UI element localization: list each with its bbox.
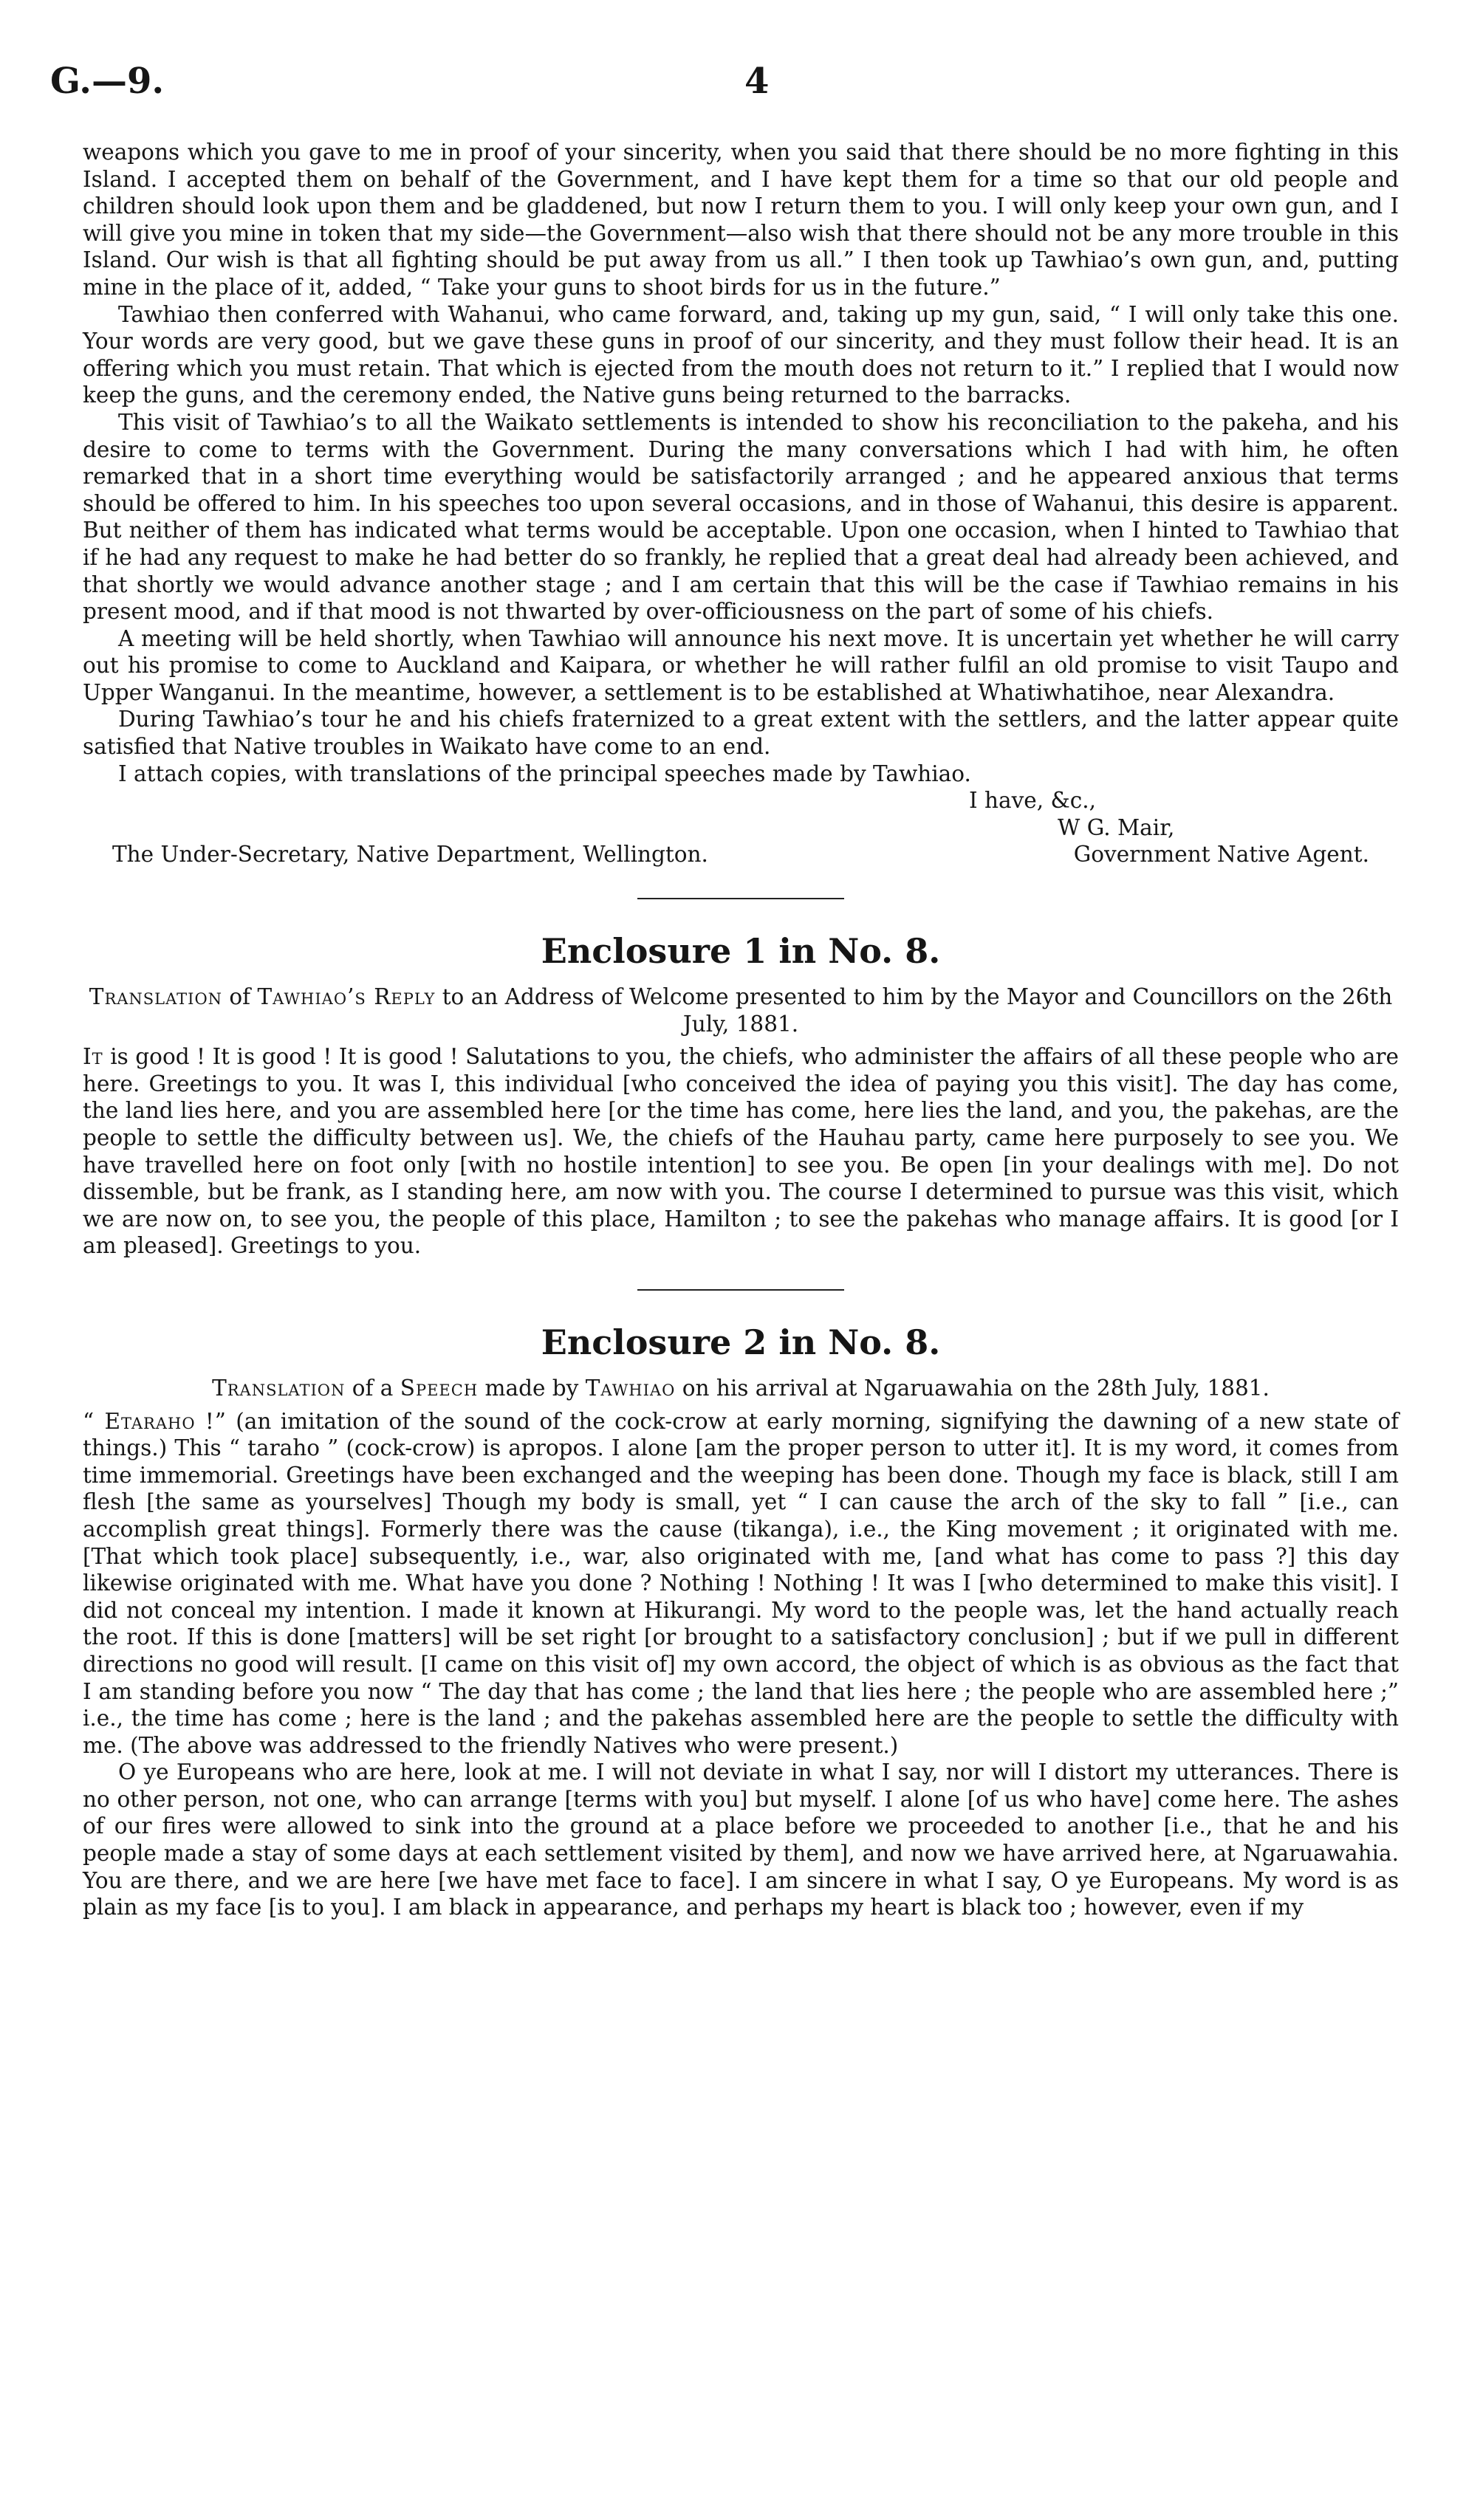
paragraph: weapons which you gave to me in proof of your sincerity, when you said that there should be no more fighting in this Island. I accepted them on behalf of the Government, and I have kept them for a time so that our old people and children should look upon them and be gladdened, but now I return them to you. I will only keep your own gun, and I will give you mine in token that my side—the Government—also wish that there should not be any more trouble in this Island. Our wish is that all fighting should be put away from us all.” I then took up Tawhiao’s own gun, and, putting mine in the place of it, added, “ Take your guns to shoot birds for us in the future.”	[83, 140, 1399, 300]
signature-name: W G. Mair,	[1058, 814, 1175, 840]
page-number: 4	[744, 61, 770, 102]
document-body	[83, 139, 1399, 1921]
paragraph: This visit of Tawhiao’s to all the Waikato settlements is intended to show his reconciliation to the pakeha, and his desire to come to terms with the Government. During the many conversations which I had with him, he often remarked that in a short time everything would be satisfactorily arranged ; and he appeared anxious that terms should be offered to him. In his speeches too upon several occasions, and in those of Wahanui, this desire is apparent. But neither of them has indicated what terms would be acceptable. Upon one occasion, when I hinted to Tawhiao that if he had any request to make he had better do so frankly, he replied that a great deal had already been achieved, and that shortly we would advance another stage ; and I am certain that this will be the case if Tawhiao remains in his present mood, and if that mood is not thwarted by over-officiousness on the part of some of his chiefs.	[83, 409, 1399, 625]
paragraph: I attach copies, with translations of the principal speeches made by Tawhiao.	[118, 761, 971, 786]
enclosure-2-paragraph: O ye Europeans who are here, look at me. I will not deviate in what I say, nor will I distort my utterances. There is no other person, not one, who can arrange [terms with you] but myself. I alone [of us who have] come here. The ashes of our fires were allowed to sink into the ground at a place before we proceeded to another [i.e., that he and his people made a stay of some days at each settlement visited by them], and now we have arrived here, at Ngaruawahia. You are there, and we are here [we have met face to face]. I am sincere in what I say, O ye Europeans. My word is as plain as my face [is to you]. I am black in appearance, and perhaps my heart is black too ; however, even if my	[83, 1759, 1399, 1920]
document-reference: G.—9.	[50, 61, 165, 102]
section-divider	[637, 898, 844, 899]
enclosure-1-heading: Enclosure 1 in No. 8.	[541, 931, 941, 972]
section-divider	[637, 1289, 844, 1291]
enclosure-2-paragraph: “ Etaraho !” (an imitation of the sound of the cock-crow at early morning, signifying the dawning of a new state of things.) This “ taraho ” (cock-crow) is apropos. I alone [am the proper person to utter it]. It is my word, it comes from time immemorial. Greetings have been exchanged and the weeping has been done. Though my face is black, still I am flesh [the same as yourselves] Though my body is small, yet “ I can cause the arch of the sky to fall ” [i.e., can accomplish great things]. Formerly there was the cause (tikanga), i.e., the King movement ; it originated with me. [That which took place] subsequently, i.e., war, also originated with me, [and what has come to pass ?] this day likewise originated with me. What have you done ? Nothing ! Nothing ! It was I [who determined to make this visit]. I did not conceal my intention. I made it known at Hikurangi. My word to the people was, let the hand actually reach the root. If this is done [matters] will be set right [or brought to a satisfactory conclusion] ; but if we pull in different directions no good will result. [I came on this visit of] my own accord, the object of which is as obvious as the fact that I am standing before you now “ The day that has come ; the land that lies here ; the people who are assembled here ;” i.e., the time has come ; here is the land ; and the pakehas assembled here are the people to settle the difficulty with me. (The above was addressed to the friendly Natives who were present.)	[83, 1408, 1399, 1758]
paragraph: During Tawhiao’s tour he and his chiefs fraternized to a great extent with the settlers, and the latter appear quite satisfied that Native troubles in Waikato have come to an end.	[83, 707, 1399, 760]
enclosure-1-body: It is good ! It is good ! It is good ! Salutations to you, the chiefs, who administer the affairs of all these people who are here. Greetings to you. It was I, this individual [who conceived the idea of paying you this visit]. The day has come, the land lies here, and you are assembled here [or the time has come, here lies the land, and you, the pakehas, are the people to settle the difficulty between us]. We, the chiefs of the Hauhau party, came here purposely to see you. We have travelled here on foot only [with no hostile intention] to see you. Be open [in your dealings with me]. Do not dissemble, but be frank, as I standing here, am now with you. The course I determined to pursue was this visit, which we are now on, to see you, the people of this place, Hamilton ; to see the pakehas who manage affairs. It is good [or I am pleased]. Greetings to you.	[83, 1044, 1399, 1259]
enclosure-2-caption: Translation of a Speech made by Tawhiao on his arrival at Ngaruawahia on the 28th July, 1881.	[212, 1375, 1270, 1401]
enclosure-1-caption: Translation of Tawhiao’s Reply to an Address of Welcome presented to him by the Mayor and Councillors on the 26th July, 1881.	[89, 984, 1393, 1037]
paragraph: A meeting will be held shortly, when Tawhiao will announce his next move. It is uncertain yet whether he will carry out his promise to come to Auckland and Kaipara, or whether he will rather fulfil an old promise to visit Taupo and Upper Wanganui. In the meantime, however, a settlement is to be established at Whatiwhatihoe, near Alexandra.	[83, 625, 1399, 705]
addressee: The Under-Secretary, Native Department, Wellington.	[112, 842, 708, 868]
paragraph: Tawhiao then conferred with Wahanui, who came forward, and, taking up my gun, said, “ I will only take this one. Your words are very good, but we gave these guns in proof of our sincerity, and they must follow their head. It is an offering which you must retain. That which is ejected from the mouth does not return to it.” I replied that I would now keep the guns, and the ceremony ended, the Native guns being returned to the barracks.	[83, 301, 1399, 408]
enclosure-2-heading: Enclosure 2 in No. 8.	[541, 1322, 941, 1362]
signature-block	[83, 787, 1399, 868]
signature-closing: I have, &c.,	[969, 788, 1097, 814]
signature-title: Government Native Agent.	[1073, 842, 1369, 868]
page-header	[50, 61, 1403, 112]
